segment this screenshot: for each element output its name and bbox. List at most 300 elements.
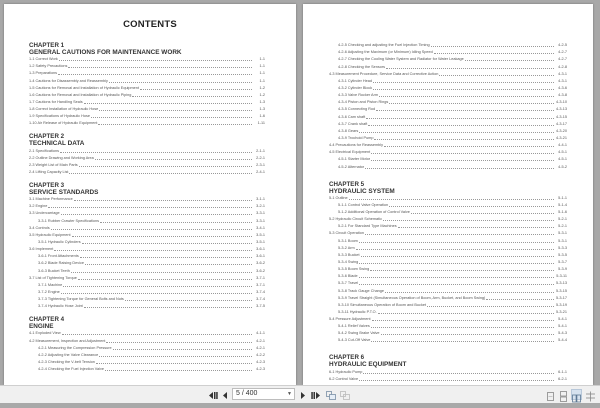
- toc-entry[interactable]: [329, 245, 567, 252]
- toc-entry-page: 4-2-8: [558, 64, 567, 69]
- toc-entry[interactable]: [29, 303, 265, 310]
- leader-dots: [99, 109, 252, 111]
- leader-dots: [359, 241, 554, 243]
- toc-entry[interactable]: [29, 253, 265, 260]
- toc-entry-page: 4-3-20: [556, 128, 567, 133]
- toc-entry-label: 1-9 Specifications of Hydraulic Hose: [29, 114, 90, 119]
- toc-entry[interactable]: [29, 77, 265, 84]
- previous-view-button[interactable]: [325, 389, 336, 401]
- leader-dots: [379, 95, 554, 97]
- previous-view-icon: [326, 391, 336, 400]
- leader-dots: [359, 262, 554, 264]
- toc-entry[interactable]: [29, 296, 265, 303]
- toc-entry-label: 5-3-6 Blade: [338, 274, 358, 279]
- toc-entry-page: 4-2-7: [558, 50, 567, 55]
- toc-entry-page: 3-5-1: [256, 232, 265, 237]
- leader-dots: [125, 299, 252, 301]
- leader-dots: [373, 88, 554, 90]
- leader-dots: [99, 355, 252, 357]
- leader-dots: [79, 165, 252, 167]
- toc-entry[interactable]: [329, 376, 567, 383]
- toc-entry-label: 5-3-8 Track Gauge Change: [338, 288, 385, 293]
- toc-entry[interactable]: [329, 128, 567, 135]
- leader-dots: [105, 369, 252, 371]
- toc-entry-page: 3-7-5: [256, 304, 265, 309]
- leader-dots: [100, 221, 252, 223]
- leader-dots: [359, 276, 554, 278]
- toc-entry[interactable]: [29, 99, 265, 106]
- single-page-view-button[interactable]: [545, 389, 556, 400]
- toc-entry-label: 5-1-2 Additional Operation of Control Valve: [338, 209, 410, 214]
- single-page-icon: [545, 391, 556, 402]
- toc-entry[interactable]: [29, 260, 265, 267]
- toc-entry[interactable]: [329, 295, 567, 302]
- toc-entry-page: 4-3-8: [558, 93, 567, 98]
- toc-entry-label: 1-7 Cautions for Handling Seals: [29, 99, 83, 104]
- toc-entry-label: 3-1 Machine Performance: [29, 197, 73, 202]
- toc-entry-page: 4-3-1: [558, 71, 567, 76]
- chapter-title: GENERAL CAUTIONS FOR MAINTENANCE WORK: [29, 49, 182, 56]
- leader-dots: [389, 102, 554, 104]
- toc-entry[interactable]: [329, 237, 567, 244]
- leader-dots: [91, 116, 252, 118]
- chapter-title: ENGINE: [29, 323, 54, 331]
- toc-entry-page: 1-6: [259, 114, 265, 119]
- toc-entry[interactable]: [329, 302, 567, 309]
- toc-entry-page: 5-2-1: [558, 217, 567, 222]
- toc-entry-label: 5-3-11 Hydraulic P.T.O.: [338, 309, 377, 314]
- toc-entry-label: 3-7-3 Tightening Torque for General Bolts and Nuts: [38, 297, 124, 302]
- toc-entry[interactable]: [329, 273, 567, 280]
- toc-entry[interactable]: [29, 169, 265, 176]
- toc-entry-page: 3-2-1: [256, 204, 265, 209]
- leader-dots: [85, 263, 252, 265]
- last-page-button[interactable]: [310, 389, 320, 401]
- toc-entry-label: 5-3-7 Travel: [338, 281, 359, 286]
- toc-entry-label: 4-5-1 Starter Motor: [338, 157, 371, 162]
- toc-entry-page: 4-2-1: [256, 338, 265, 343]
- leader-dots: [84, 306, 252, 308]
- toc-entry-page: 4-3-1: [558, 78, 567, 83]
- leader-dots: [378, 312, 554, 314]
- page-right: [303, 4, 593, 385]
- toc-entry[interactable]: [29, 120, 265, 127]
- toc-entry[interactable]: [329, 63, 567, 70]
- chapter-section: [29, 316, 265, 373]
- toc-entry-page: 5-3-7: [558, 259, 567, 264]
- toc-entry[interactable]: [329, 216, 567, 223]
- toc-entry-label: 4-3-7 Crank shaft: [338, 121, 368, 126]
- toc-entry-page: 5-4-3: [558, 331, 567, 336]
- leader-dots: [376, 109, 554, 111]
- toc-entry-page: 1-2: [259, 85, 265, 90]
- toc-entry[interactable]: [329, 56, 567, 63]
- chapter-number: CHAPTER 4: [29, 316, 65, 324]
- toc-entry[interactable]: [29, 113, 265, 120]
- next-view-button[interactable]: [339, 389, 350, 401]
- toc-entry-page: 1-2: [259, 92, 265, 97]
- toc-entry-label: 3-6 Implement: [29, 247, 54, 252]
- leader-dots: [439, 74, 554, 76]
- toc-entry[interactable]: [329, 195, 567, 202]
- toc-entry[interactable]: [329, 71, 567, 78]
- toc-entry-page: 5-2-1: [558, 224, 567, 229]
- toc-entry-label: 5-2-1 For Standard Type Machines: [338, 224, 397, 229]
- toc-entry-label: 4-3 Measurement Procedure, Service Data and Corrective Action: [329, 71, 439, 76]
- toc-entry-label: 3-3 Undercarriage: [29, 211, 60, 216]
- leader-dots: [372, 319, 554, 321]
- leader-dots: [63, 285, 252, 287]
- toc-entry-label: 3-7-1 Machine: [38, 282, 63, 287]
- leader-dots: [365, 167, 554, 169]
- toc-entry-label: 4-3-2 Cylinder Block: [338, 85, 373, 90]
- toc-entry-page: 3-4-1: [256, 225, 265, 230]
- toc-entry-page: 4-3-6: [558, 85, 567, 90]
- toc-entry-page: 4-2-7: [558, 57, 567, 62]
- toc-entry[interactable]: [29, 155, 265, 162]
- toc-entry[interactable]: [329, 149, 567, 156]
- leader-dots: [384, 145, 554, 147]
- toc-entry-page: 5-3-5: [558, 252, 567, 257]
- leader-dots: [82, 242, 252, 244]
- leader-dots: [411, 212, 554, 214]
- toc-entry[interactable]: [329, 99, 567, 106]
- toc-entry-page: 5-3-1: [558, 238, 567, 243]
- toc-entry-label: 4-2-8 Checking the Sensors: [338, 64, 386, 69]
- toc-entry-label: 1-5 Cautions for Removal and Installation of Hydraulic Equipment: [29, 85, 139, 90]
- toc-entry-label: 1-2 Safety Precautions: [29, 64, 68, 69]
- leader-dots: [434, 52, 554, 54]
- toc-entry-page: 5-1-4: [558, 202, 567, 207]
- toc-entry-label: 6-1 Hydraulic Pump: [329, 369, 363, 374]
- toc-entry[interactable]: [29, 210, 265, 217]
- page-dropdown-caret-icon[interactable]: ▼: [287, 391, 292, 397]
- toc-entry-label: 2-3 Weight List of Main Parts: [29, 162, 78, 167]
- toc-entry-page: 5-3-15: [556, 288, 567, 293]
- toc-entry[interactable]: [29, 246, 265, 253]
- toc-entry-page: 2-3-1: [256, 162, 265, 167]
- leader-dots: [359, 283, 554, 285]
- toc-entry[interactable]: [29, 282, 265, 289]
- toc-entry-page: 6-1-1: [558, 369, 567, 374]
- leader-dots: [51, 228, 252, 230]
- toc-entry[interactable]: [329, 323, 567, 330]
- toc-entry-page: 5-1-6: [558, 209, 567, 214]
- toc-entry-label: 4-5-2 Alternator: [338, 164, 365, 169]
- toc-entry[interactable]: [329, 280, 567, 287]
- toc-entry[interactable]: [329, 78, 567, 85]
- toc-entry[interactable]: [29, 337, 265, 344]
- toc-entry[interactable]: [29, 70, 265, 77]
- toc-entry[interactable]: [29, 359, 265, 366]
- leader-dots: [431, 45, 554, 47]
- leader-dots: [356, 248, 554, 250]
- leader-dots: [132, 95, 252, 97]
- leader-dots: [54, 249, 252, 251]
- leader-dots: [78, 278, 252, 280]
- leader-dots: [371, 152, 554, 154]
- toc-entry-page: 4-1-1: [256, 331, 265, 336]
- toc-entry-label: 4-5 Electrical Equipment: [329, 150, 371, 155]
- toc-entry-page: 5-3-21: [556, 309, 567, 314]
- toc-entry[interactable]: [329, 106, 567, 113]
- toc-entry-label: 4-2-3 Checking the V-belt Tension: [38, 359, 95, 364]
- toc-entry[interactable]: [329, 121, 567, 128]
- toc-entry-page: 3-6-1: [256, 254, 265, 259]
- toc-entry-label: 4-3-3 Valve Rocker Arm: [338, 93, 379, 98]
- leader-dots: [84, 102, 252, 104]
- page-number-input[interactable]: [232, 388, 295, 400]
- chapter-title: HYDRAULIC EQUIPMENT: [329, 361, 407, 369]
- toc-entry-label: 3-6-3 Bucket Teeth: [38, 268, 70, 273]
- toc-entry-label: 3-4 Controls: [29, 225, 50, 230]
- toc-entry-label: 4-3-1 Cylinder Head: [338, 78, 372, 83]
- toc-entry[interactable]: [29, 232, 265, 239]
- toc-entry-page: 3-7-1: [256, 282, 265, 287]
- toc-entry-label: 3-2 Engine: [29, 204, 48, 209]
- next-view-icon: [340, 391, 350, 400]
- page-left: [4, 4, 296, 385]
- toc-entry-page: 1-1: [259, 71, 265, 76]
- leader-dots: [427, 305, 554, 307]
- toc-entry[interactable]: [29, 85, 265, 92]
- toc-entry-page: 3-6-1: [256, 247, 265, 252]
- chapter-number: CHAPTER 1: [29, 42, 65, 49]
- toc-entry-label: 5-3-10 Simultaneous Operation of Boom and Bucket: [338, 302, 427, 307]
- leader-dots: [389, 205, 554, 207]
- toc-entry[interactable]: [29, 352, 265, 359]
- leader-dots: [109, 81, 252, 83]
- contents-title: CONTENTS: [123, 19, 177, 30]
- toc-entry-label: 5-3-4 Swing: [338, 259, 359, 264]
- toc-entry[interactable]: [329, 230, 567, 237]
- toc-entry[interactable]: [29, 366, 265, 373]
- toc-entry-label: 4-2-2 Adjusting the Valve Clearance: [38, 352, 99, 357]
- toc-entry-label: 5-3-1 Boom: [338, 238, 358, 243]
- toc-entry[interactable]: [329, 209, 567, 216]
- toc-entry-page: 1-1: [259, 57, 265, 62]
- toc-entry-label: 2-1 Specifications: [29, 148, 59, 153]
- toc-entry-page: 5-3-3: [558, 245, 567, 250]
- toc-entry[interactable]: [29, 106, 265, 113]
- toc-entry[interactable]: [29, 289, 265, 296]
- toc-entry[interactable]: [329, 337, 567, 344]
- leader-dots: [58, 73, 252, 75]
- toc-entry-label: 1-4 Cautions for Disassembly and Reassembly: [29, 78, 108, 83]
- toc-entry[interactable]: [329, 49, 567, 56]
- toc-entry[interactable]: [329, 85, 567, 92]
- toc-entry-page: 5-4-4: [558, 338, 567, 343]
- previous-page-icon: [223, 392, 228, 399]
- chapter-section: [329, 181, 567, 345]
- chapter-title: HYDRAULIC SYSTEM: [329, 187, 395, 195]
- toc-entry[interactable]: [329, 223, 567, 230]
- toc-entry[interactable]: [329, 202, 567, 209]
- toc-entry-page: 4-5-2: [558, 164, 567, 169]
- toc-entry[interactable]: [29, 92, 265, 99]
- toc-entry[interactable]: [329, 163, 567, 170]
- toc-entry[interactable]: [29, 225, 265, 232]
- toc-entry[interactable]: [29, 147, 265, 154]
- toc-entry[interactable]: [29, 63, 265, 70]
- next-page-icon: [300, 392, 305, 399]
- toc-entry-page: 4-3-10: [556, 100, 567, 105]
- continuous-view-button[interactable]: [558, 389, 569, 400]
- leader-dots: [60, 151, 252, 153]
- chapter-number: CHAPTER 2: [29, 133, 65, 141]
- chapter-number: CHAPTER 3: [29, 181, 65, 189]
- toc-entry[interactable]: [29, 345, 265, 352]
- toc-entry[interactable]: [329, 92, 567, 99]
- toc-entry-page: 5-4-1: [558, 317, 567, 322]
- toc-entry-label: 5-3-5 Boom Swing: [338, 267, 370, 272]
- toc-entry-page: 3-1-1: [256, 197, 265, 202]
- toc-entry-label: 3-6-2 Blade Raising Device: [38, 261, 85, 266]
- toc-entry-page: 3-3-1: [256, 218, 265, 223]
- toc-entry[interactable]: [329, 259, 567, 266]
- toc-entry-page: 3-7-4: [256, 289, 265, 294]
- toc-entry[interactable]: [329, 113, 567, 120]
- continuous-facing-view-button[interactable]: [585, 389, 596, 400]
- toc-entry-label: 4-3-5 Connecting Rod: [338, 107, 376, 112]
- toc-entry[interactable]: [29, 275, 265, 282]
- leader-dots: [68, 66, 252, 68]
- toc-entry[interactable]: [29, 196, 265, 203]
- leader-dots: [365, 233, 554, 235]
- leader-dots: [371, 326, 554, 328]
- toc-entry-label: 5-4-3 Cut-Off Valve: [338, 338, 371, 343]
- toc-entry-page: 5-3-17: [556, 295, 567, 300]
- toc-entry-page: 3-5-1: [256, 239, 265, 244]
- toc-entry-page: 1-1: [259, 64, 265, 69]
- toc-entry-page: 4-2-1: [256, 345, 265, 350]
- leader-dots: [74, 199, 252, 201]
- facing-view-button[interactable]: [571, 389, 582, 400]
- leader-dots: [62, 333, 252, 335]
- toc-entry-label: 5-4 Pressure Adjustment: [329, 317, 371, 322]
- toc-entry[interactable]: [329, 316, 567, 323]
- continuous-facing-icon: [585, 391, 596, 402]
- last-page-icon: [311, 392, 320, 399]
- toc-right: [329, 42, 567, 383]
- toc-entry-page: 4-2-3: [256, 367, 265, 372]
- leader-dots: [61, 292, 252, 294]
- toc-entry[interactable]: [29, 56, 265, 63]
- toc-entry-label: 1-3 Preparations: [29, 71, 58, 76]
- leader-dots: [359, 379, 554, 381]
- leader-dots: [98, 123, 252, 125]
- toc-entry[interactable]: [29, 162, 265, 169]
- toc-entry[interactable]: [329, 252, 567, 259]
- leader-dots: [80, 256, 252, 258]
- toc-entry-label: 5-1-1 Control Valve Operation: [338, 202, 389, 207]
- toc-entry[interactable]: [329, 309, 567, 316]
- toc-entry-page: 5-3-13: [556, 281, 567, 286]
- toc-entry-page: 3-6-2: [256, 268, 265, 273]
- toc-entry-page: 5-1-1: [558, 195, 567, 200]
- toc-entry-label: 4-2 Measurement, Inspection and Adjustment: [29, 338, 106, 343]
- toc-entry[interactable]: [29, 330, 265, 337]
- leader-dots: [374, 138, 554, 140]
- toc-entry-label: 4-3-4 Piston and Piston Rings: [338, 100, 389, 105]
- toc-entry-page: 4-3-21: [556, 135, 567, 140]
- next-page-button[interactable]: [298, 389, 306, 401]
- leader-dots: [371, 159, 554, 161]
- leader-dots: [370, 269, 554, 271]
- toc-entry[interactable]: [329, 135, 567, 142]
- bottom-toolbar: [0, 385, 600, 403]
- leader-dots: [361, 255, 554, 257]
- toc-entry-page: 1-1: [259, 78, 265, 83]
- leader-dots: [363, 372, 554, 374]
- leader-dots: [71, 271, 252, 273]
- chapter-section: [29, 182, 265, 310]
- toc-entry-page: 2-4-1: [256, 169, 265, 174]
- toc-entry-label: 3-7-2 Engine: [38, 289, 60, 294]
- leader-dots: [486, 298, 554, 300]
- toc-entry[interactable]: [29, 267, 265, 274]
- toc-entry[interactable]: [29, 239, 265, 246]
- leader-dots: [383, 219, 554, 221]
- leader-dots: [385, 291, 554, 293]
- toc-entry-page: 5-3-9: [558, 267, 567, 272]
- toc-entry-label: 5-1 Outline: [329, 195, 348, 200]
- toc-entry[interactable]: [329, 330, 567, 337]
- leader-dots: [95, 158, 252, 160]
- toc-entry[interactable]: [329, 42, 567, 49]
- toc-entry-page: 2-1-1: [256, 148, 265, 153]
- toc-entry-page: 6-2-1: [558, 376, 567, 381]
- toc-entry-label: 4-1 Exploded View: [29, 331, 61, 336]
- toc-entry-page: 3-6-2: [256, 261, 265, 266]
- toc-entry-label: 5-3-2 Arm: [338, 245, 355, 250]
- toc-entry[interactable]: [29, 203, 265, 210]
- toc-entry[interactable]: [329, 287, 567, 294]
- toc-entry-page: 4-3-17: [556, 121, 567, 126]
- toc-entry-label: 5-3-3 Bucket: [338, 252, 360, 257]
- toc-entry-label: 1-10 Air Release of Hydraulic Equipment: [29, 121, 98, 126]
- toc-entry-label: 1-8 Correct Installation of Hydraulic Hose: [29, 107, 99, 112]
- leader-dots: [398, 226, 554, 228]
- toc-entry[interactable]: [329, 142, 567, 149]
- chapter-section: [329, 354, 567, 382]
- toc-entry[interactable]: [329, 266, 567, 273]
- toc-entry-label: 3-6-1 Front Attachments: [38, 254, 79, 259]
- chapter-title: SERVICE STANDARDS: [29, 188, 99, 196]
- toc-entry-label: 5-4-2 Swing Brake Valve: [338, 331, 380, 336]
- toc-entry-page: 4-2-2: [256, 352, 265, 357]
- chapter-title: TECHNICAL DATA: [29, 140, 85, 148]
- toc-entry-label: 1-6 Cautions for Removal and Installation of Hydraulic Piping: [29, 92, 132, 97]
- toc-entry-label: 4-4 Precautions for Reassembly: [329, 143, 384, 148]
- toc-entry-label: 5-2 Hydraulic Circuit Schematic: [329, 217, 382, 222]
- first-page-button[interactable]: [208, 389, 218, 401]
- continued-entries: [329, 42, 567, 171]
- toc-entry[interactable]: [329, 368, 567, 375]
- toc-entry-label: 3-7-4 Hydraulic Hose Joint: [38, 304, 83, 309]
- toc-entry-label: 3-5-1 Hydraulic Cylinders: [38, 239, 81, 244]
- toc-entry[interactable]: [329, 156, 567, 163]
- toc-entry[interactable]: [29, 217, 265, 224]
- toc-entry-label: 3-5 Hydraulic Equipment: [29, 232, 71, 237]
- toc-entry-page: 4-2-3: [256, 359, 265, 364]
- leader-dots: [69, 172, 252, 174]
- toc-entry-label: 2-2 Outline Drawing and Working Area: [29, 155, 94, 160]
- toc-entry-page: 4-5-1: [558, 150, 567, 155]
- previous-page-button[interactable]: [221, 389, 229, 401]
- toc-entry-label: 4-2-5 Checking and adjusting the Fuel Injection Timing: [338, 43, 430, 48]
- leader-dots: [113, 348, 252, 350]
